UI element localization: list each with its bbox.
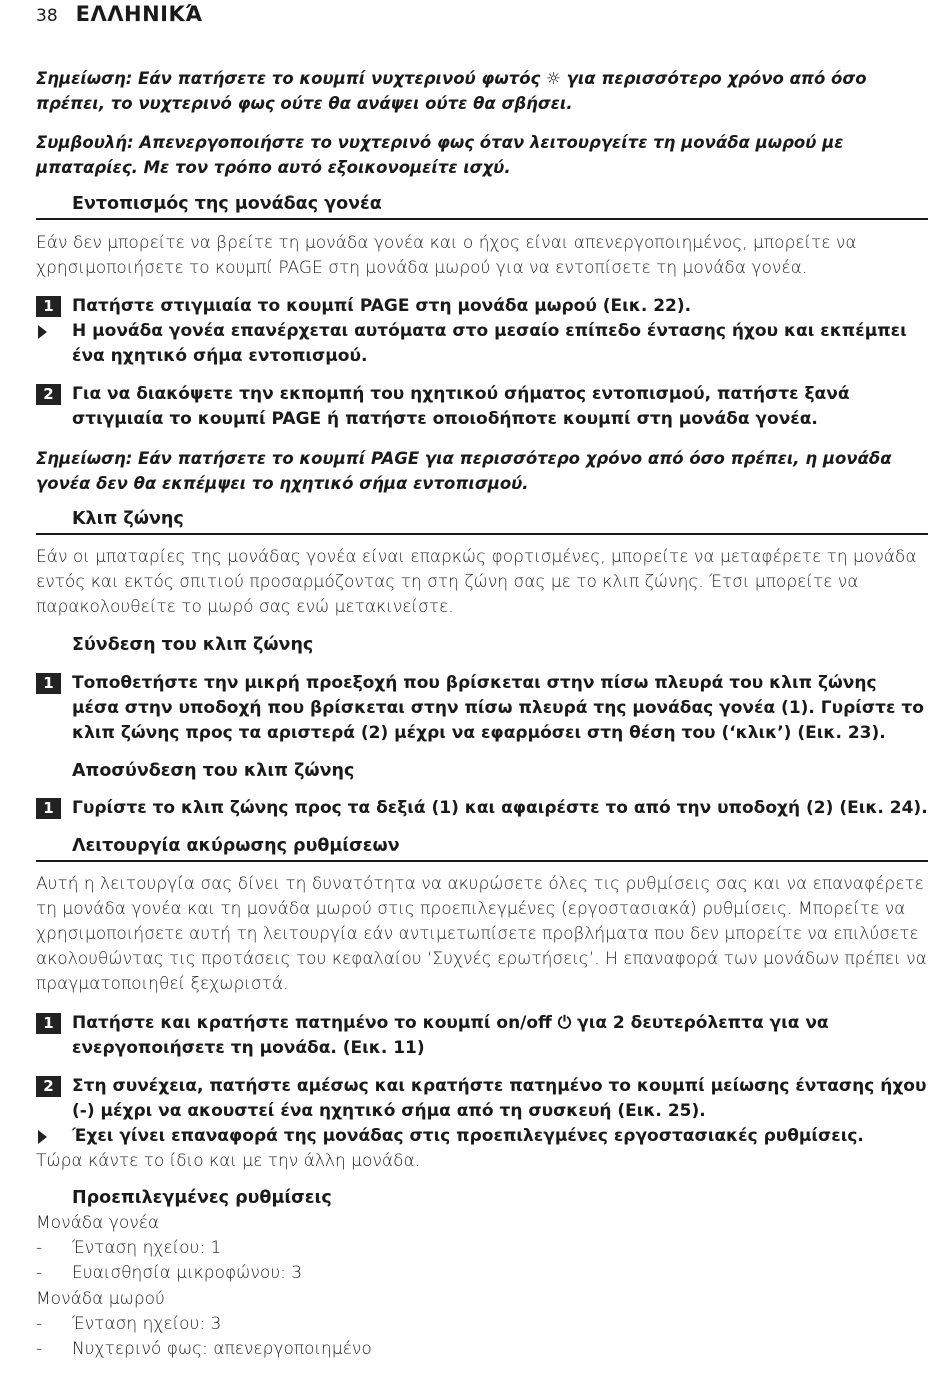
detach-clip-step [36, 796, 928, 821]
list-item-text: Ένταση ηχείου: 1 [72, 1238, 222, 1258]
step-text: Πατήστε και κρατήστε πατημένο το κουμπί on/off ⏻ για 2 δευτερόλεπτα για να ενεργοποιήσετε τη μονάδα. (Εικ. 11) [72, 1013, 829, 1058]
tip-label: Συμβουλή: [36, 133, 134, 152]
step-text: Τοποθετήστε την μικρή προεξοχή που βρίσκεται στην πίσω πλευρά του κλιπ ζώνης μέσα στην υποδοχή που βρίσκεται στην πίσω πλευρά της μονάδας γονέα (1). Γυρίστε το κλιπ ζώνης προς τα αριστερά (2) μέχρι να εφαρμόσει στη θέση του (‘κλικ’) (Εικ. 23). [72, 673, 924, 743]
reset-heading: Λειτουργία ακύρωσης ρυθμίσεων [72, 836, 400, 856]
section-divider [36, 533, 928, 535]
result-text: Έχει γίνει επαναφορά της μονάδας στις προεπιλεγμένες εργοστασιακές ρυθμίσεις. [72, 1126, 864, 1146]
list-item [36, 1261, 302, 1286]
step-text: Πατήστε στιγμιαία το κουμπί PAGE στη μονάδα μωρού (Εικ. 22). [72, 296, 692, 316]
reset-result [36, 1124, 928, 1149]
locate-result [36, 319, 928, 369]
page-number: 38 [36, 6, 58, 26]
step-number-badge: 1 [36, 798, 61, 819]
section-divider [36, 218, 928, 220]
section-divider [36, 860, 928, 862]
defaults-heading: Προεπιλεγμένες ρυθμίσεις [72, 1188, 332, 1208]
page-note [36, 446, 928, 496]
reset-step-2 [36, 1074, 928, 1124]
step-number-badge: 2 [36, 1076, 61, 1097]
result-arrow-icon [38, 1130, 47, 1144]
list-item-text: Νυχτερινό φως: απενεργοποιημένο [72, 1339, 372, 1359]
note-label: Σημείωση: [36, 449, 133, 468]
step-number-badge: 1 [36, 296, 61, 317]
list-item [36, 1236, 221, 1261]
detach-clip-heading: Αποσύνδεση του κλιπ ζώνης [72, 761, 355, 781]
step-text: Στη συνέχεια, πατήστε αμέσως και κρατήστε πατημένο το κουμπί μείωσης έντασης ήχου (-) μέχρι να ακουστεί ένα ηχητικό σήμα από τη συσκευή (Εικ. 25). [72, 1076, 927, 1121]
result-text: Η μονάδα γονέα επανέρχεται αυτόματα στο μεσαίο επίπεδο έντασης ήχου και εκπέμπει ένα ηχητικό σήμα εντοπισμού. [72, 321, 907, 366]
parent-unit-label: Μονάδα γονέα [36, 1213, 160, 1233]
reset-intro: Αυτή η λειτουργία σας δίνει τη δυνατότητα να ακυρώσετε όλες τις ρυθμίσεις σας και να επαναφέρετε τη μονάδα γονέα και τη μονάδα μωρού στις προεπιλεγμένες (εργοστασιακά) ρυθμίσεις. Μπορείτε να χρησιμοποιήσετε αυτή τη λειτουργία εάν αντιμετωπίσετε προβλήματα που δεν μπορείτε να επιλύσετε ακολουθώντας τις προτάσεις του κεφαλαίου ‘Συχνές ερωτήσεις’. Η επαναφορά των μονάδων πρέπει να πραγματοποιηθεί ξεχωριστά. [36, 874, 927, 994]
list-item-text: Ευαισθησία μικροφώνου: 3 [72, 1263, 303, 1283]
step-number-badge: 1 [36, 1013, 61, 1034]
reset-step-1 [36, 1011, 928, 1061]
night-light-note [36, 66, 928, 116]
list-item-text: Ένταση ηχείου: 3 [72, 1314, 222, 1334]
locate-heading: Εντοπισμός της μονάδας γονέα [72, 194, 382, 214]
list-item [36, 1337, 372, 1362]
dash-marker: - [36, 1263, 43, 1283]
result-arrow-icon [38, 325, 47, 339]
step-number-badge: 2 [36, 384, 61, 405]
step-number-badge: 1 [36, 673, 61, 694]
attach-clip-step [36, 671, 928, 746]
locate-step-1 [36, 294, 928, 319]
note-text: Εάν πατήσετε το κουμπί νυχτερινού φωτός ☼ για περισσότερο χρόνο από όσο πρέπει, το νυχτερινό φως ούτε θα ανάψει ούτε θα σβήσει. [36, 69, 867, 113]
attach-clip-heading: Σύνδεση του κλιπ ζώνης [72, 635, 314, 655]
language-title: ΕΛΛΗΝΙΚΆ [75, 2, 203, 26]
locate-step-2 [36, 382, 928, 432]
baby-unit-label: Μονάδα μωρού [36, 1289, 165, 1309]
page-header [36, 2, 202, 30]
list-item [36, 1312, 221, 1337]
note-text: Εάν πατήσετε το κουμπί PAGE για περισσότερο χρόνο από όσο πρέπει, η μονάδα γονέα δεν θα εκπέμψει το ηχητικό σήμα εντοπισμού. [36, 449, 892, 493]
dash-marker: - [36, 1339, 43, 1359]
step-text: Γυρίστε το κλιπ ζώνης προς τα δεξιά (1) και αφαιρέστε το από την υποδοχή (2) (Εικ. 24). [72, 798, 928, 818]
dash-marker: - [36, 1314, 43, 1334]
belt-clip-intro: Εάν οι μπαταρίες της μονάδας γονέα είναι επαρκώς φορτισμένες, μπορείτε να μεταφέρετε τη μονάδα εντός και εκτός σπιτιού προσαρμόζοντας τη στη ζώνη σας με το κλιπ ζώνης. Έτσι μπορείτε να παρακολουθείτε το μωρό σας ενώ μετακινείστε. [36, 547, 917, 617]
belt-clip-heading: Κλιπ ζώνης [72, 509, 184, 529]
reset-after-text: Τώρα κάντε το ίδιο και με την άλλη μονάδα. [36, 1151, 421, 1171]
night-light-tip [36, 130, 928, 180]
locate-intro: Εάν δεν μπορείτε να βρείτε τη μονάδα γονέα και ο ήχος είναι απενεργοποιημένος, μπορείτε να χρησιμοποιήσετε το κουμπί PAGE στη μονάδα μωρού για να εντοπίσετε τη μονάδα γονέα. [36, 233, 857, 278]
note-label: Σημείωση: [36, 69, 133, 88]
step-text: Για να διακόψετε την εκπομπή του ηχητικού σήματος εντοπισμού, πατήστε ξανά στιγμιαία το κουμπί PAGE ή πατήστε οποιοδήποτε κουμπί στη μονάδα γονέα. [72, 384, 850, 429]
dash-marker: - [36, 1238, 43, 1258]
tip-text: Απενεργοποιήστε το νυχτερινό φως όταν λειτουργείτε τη μονάδα μωρού με μπαταρίες. Με τον τρόπο αυτό εξοικονομείτε ισχύ. [36, 133, 844, 177]
